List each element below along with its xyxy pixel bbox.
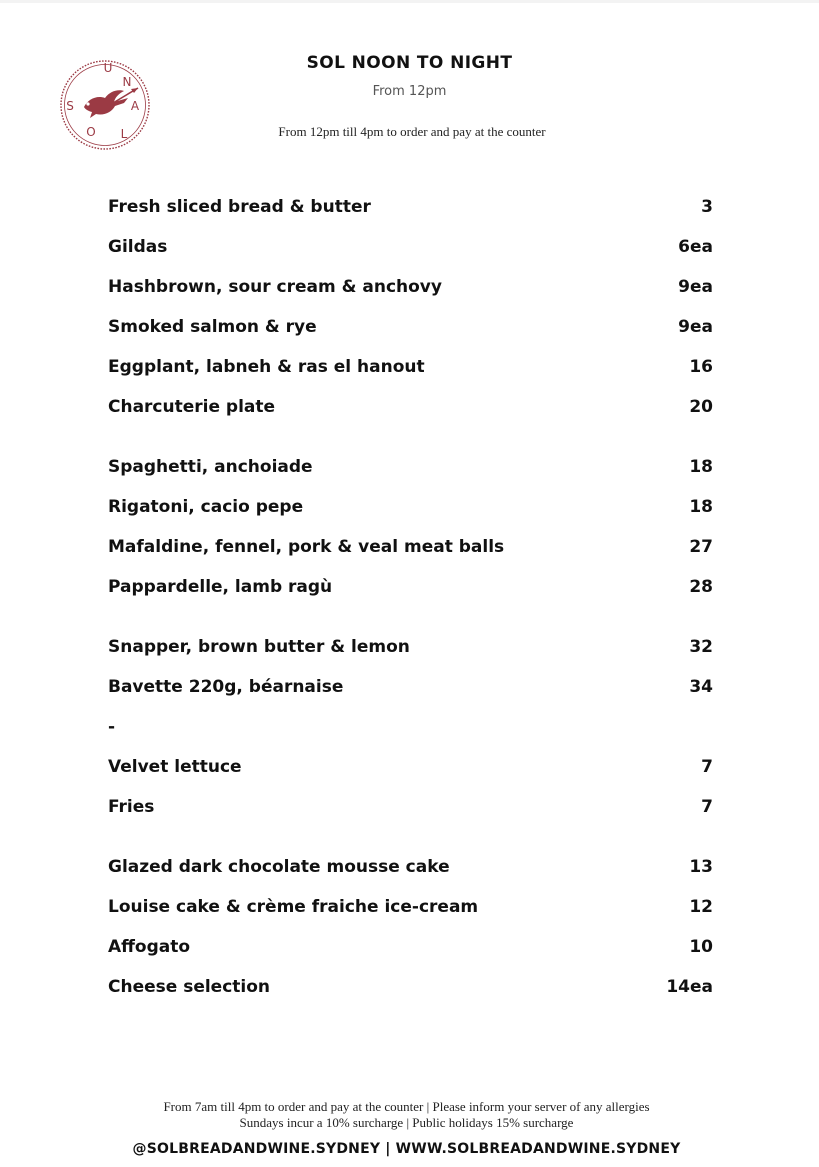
menu-item-name: Charcuterie plate <box>108 397 276 417</box>
ordering-note: From 12pm till 4pm to order and pay at the counter <box>278 124 546 139</box>
menu-item-price: 18 <box>689 497 713 517</box>
menu-item-price: 18 <box>689 457 713 477</box>
menu-item <box>108 896 713 936</box>
menu-section-mains <box>108 636 713 836</box>
menu-item-name: Spaghetti, anchoiade <box>108 457 313 477</box>
menu-item <box>108 276 713 316</box>
menu-item-name: Rigatoni, cacio pepe <box>108 497 304 517</box>
top-edge <box>0 0 819 3</box>
menu-section-snacks <box>108 196 713 436</box>
logo-letter-s: S <box>66 99 74 113</box>
menu-item-name: Affogato <box>108 937 191 957</box>
menu-item <box>108 756 713 796</box>
menu-item-price: 14ea <box>666 977 713 997</box>
menu-item <box>108 856 713 896</box>
menu-item-name: Cheese selection <box>108 977 271 997</box>
menu-item-name: Louise cake & crème fraiche ice-cream <box>108 897 479 917</box>
menu-item <box>108 796 713 836</box>
footer-surcharge-info: Sundays incur a 10% surcharge | Public holidays 15% surcharge <box>239 1115 574 1130</box>
menu-item <box>108 496 713 536</box>
logo-letter-u: U <box>103 61 113 75</box>
menu-item <box>108 576 713 616</box>
menu-section-desserts <box>108 856 713 1016</box>
menu-divider-dash: - <box>108 717 116 737</box>
menu-item-name: Smoked salmon & rye <box>108 317 317 337</box>
menu-item <box>108 396 713 436</box>
menu-item-name: Hashbrown, sour cream & anchovy <box>108 277 442 297</box>
menu-item <box>108 636 713 676</box>
menu-item-name: Mafaldine, fennel, pork & veal meat balls <box>108 537 505 557</box>
menu-item-name: Fries <box>108 797 155 817</box>
menu-item <box>108 936 713 976</box>
menu-item-price: 27 <box>689 537 713 557</box>
footer-ordering-info: From 7am till 4pm to order and pay at the counter | Please inform your server of any allergies <box>163 1099 650 1114</box>
menu-item-price: 12 <box>689 897 713 917</box>
menu-item <box>108 676 713 716</box>
menu-item <box>108 536 713 576</box>
menu-item-price: 32 <box>689 637 713 657</box>
menu-item-name: Bavette 220g, béarnaise <box>108 677 344 697</box>
menu-item-price: 34 <box>689 677 713 697</box>
menu-item <box>108 356 713 396</box>
menu-item-name: Pappardelle, lamb ragù <box>108 577 333 597</box>
menu-item-name: Fresh sliced bread & butter <box>108 197 371 217</box>
menu-item-price: 28 <box>689 577 713 597</box>
menu-item-name: Eggplant, labneh & ras el hanout <box>108 357 425 377</box>
logo-letter-n: N <box>122 75 132 89</box>
menu-item-price: 7 <box>701 757 713 777</box>
menu-item-name: Velvet lettuce <box>108 757 242 777</box>
menu-item-price: 20 <box>689 397 713 417</box>
menu-item <box>108 976 713 1016</box>
page-subtitle: From 12pm <box>372 84 447 99</box>
logo-letter-l: L <box>120 127 128 141</box>
menu-item <box>108 456 713 496</box>
menu-item-name: Glazed dark chocolate mousse cake <box>108 857 450 877</box>
menu-section-pasta <box>108 456 713 616</box>
menu-item-name: Snapper, brown butter & lemon <box>108 637 410 657</box>
menu-item <box>108 196 713 236</box>
menu-list <box>108 196 713 1016</box>
menu-item <box>108 236 713 276</box>
logo-letter-o: O <box>86 125 96 139</box>
menu-item-name: Gildas <box>108 237 168 257</box>
footer-social-links: @SOLBREADANDWINE.SYDNEY | WWW.SOLBREADANDWINE.SYDNEY <box>132 1141 681 1157</box>
section-gap <box>108 836 713 856</box>
page-title: SOL NOON TO NIGHT <box>306 53 513 73</box>
menu-item-price: 3 <box>701 197 713 217</box>
menu-divider <box>108 716 713 756</box>
menu-item-price: 16 <box>689 357 713 377</box>
menu-item-price: 7 <box>701 797 713 817</box>
menu-item-price: 13 <box>689 857 713 877</box>
section-gap <box>108 436 713 456</box>
menu-item <box>108 316 713 356</box>
logo-letter-a: A <box>130 99 140 113</box>
menu-item-price: 9ea <box>678 277 713 297</box>
menu-item-price: 9ea <box>678 317 713 337</box>
menu-item-price: 6ea <box>678 237 713 257</box>
menu-item-price: 10 <box>689 937 713 957</box>
section-gap <box>108 616 713 636</box>
